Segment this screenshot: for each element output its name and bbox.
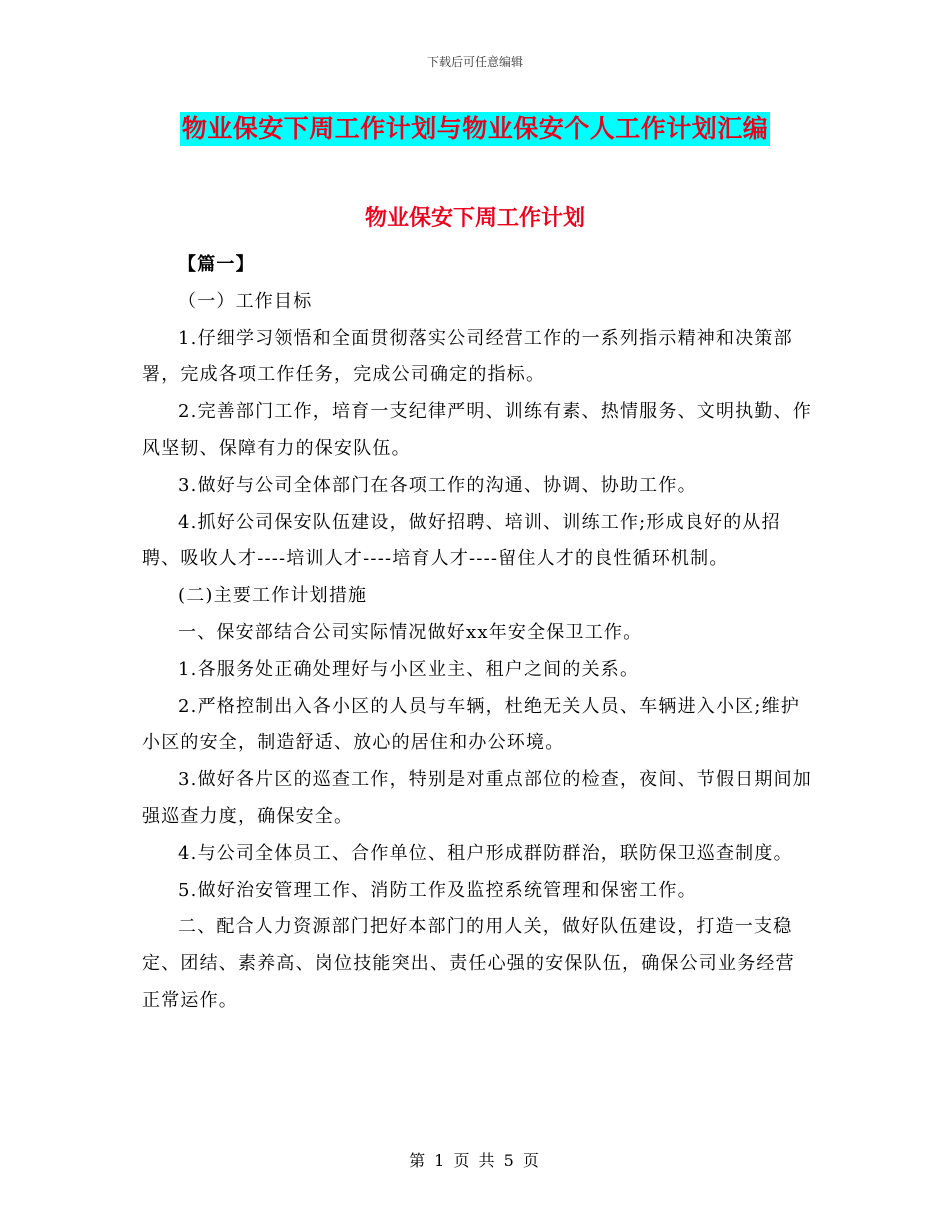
paragraph: 4.抓好公司保安队伍建设，做好招聘、培训、训练工作;形成良好的从招聘、吸收人才----培训人才----培育人才----留住人才的良性循环机制。 — [142, 511, 781, 570]
part-heading: 【篇一】 — [178, 254, 255, 275]
paragraph: 3.做好与公司全体部门在各项工作的沟通、协调、协助工作。 — [178, 474, 697, 496]
paragraph: 2.完善部门工作，培育一支纪律严明、训练有素、热情服务、文明执勤、作风坚韧、保障有力的保安队伍。 — [142, 401, 812, 459]
page-footer: 第 1 页 共 5 页 — [409, 1151, 541, 1170]
main-title-container — [0, 112, 950, 146]
paragraph: 5.做好治安管理工作、消防工作及监控系统管理和保密工作。 — [178, 879, 697, 901]
paragraph: 二、配合人力资源部门把好本部门的用人关，做好队伍建设，打造一支稳定、团结、素养高、岗位技能突出、责任心强的安保队伍，确保公司业务经营正常运作。 — [142, 916, 795, 1011]
paragraph: 4.与公司全体员工、合作单位、租户形成群防群治，联防保卫巡查制度。 — [178, 842, 793, 864]
page-header: 下载后可任意编辑 — [426, 55, 523, 69]
paragraph: 一、保安部结合公司实际情况做好xx年安全保卫工作。 — [178, 621, 643, 643]
main-title: 物业保安下周工作计划与物业保安个人工作计划汇编 — [180, 112, 771, 146]
section-title: 物业保安下周工作计划 — [364, 205, 585, 231]
subsection-heading: （一）工作目标 — [178, 290, 313, 312]
paragraph: 1.仔细学习领悟和全面贯彻落实公司经营工作的一系列指示精神和决策部署，完成各项工作任务，完成公司确定的指标。 — [142, 327, 793, 386]
paragraph: 3.做好各片区的巡查工作，特别是对重点部位的检查，夜间、节假日期间加强巡查力度，确保安全。 — [142, 769, 812, 827]
paragraph: 2.严格控制出入各小区的人员与车辆，杜绝无关人员、车辆进入小区;维护小区的安全，制造舒适、放心的居住和办公环境。 — [142, 695, 801, 754]
document-body — [142, 247, 812, 1020]
paragraph: 1.各服务处正确处理好与小区业主、租户之间的关系。 — [178, 658, 640, 680]
subsection-heading: (二)主要工作计划措施 — [178, 585, 368, 607]
